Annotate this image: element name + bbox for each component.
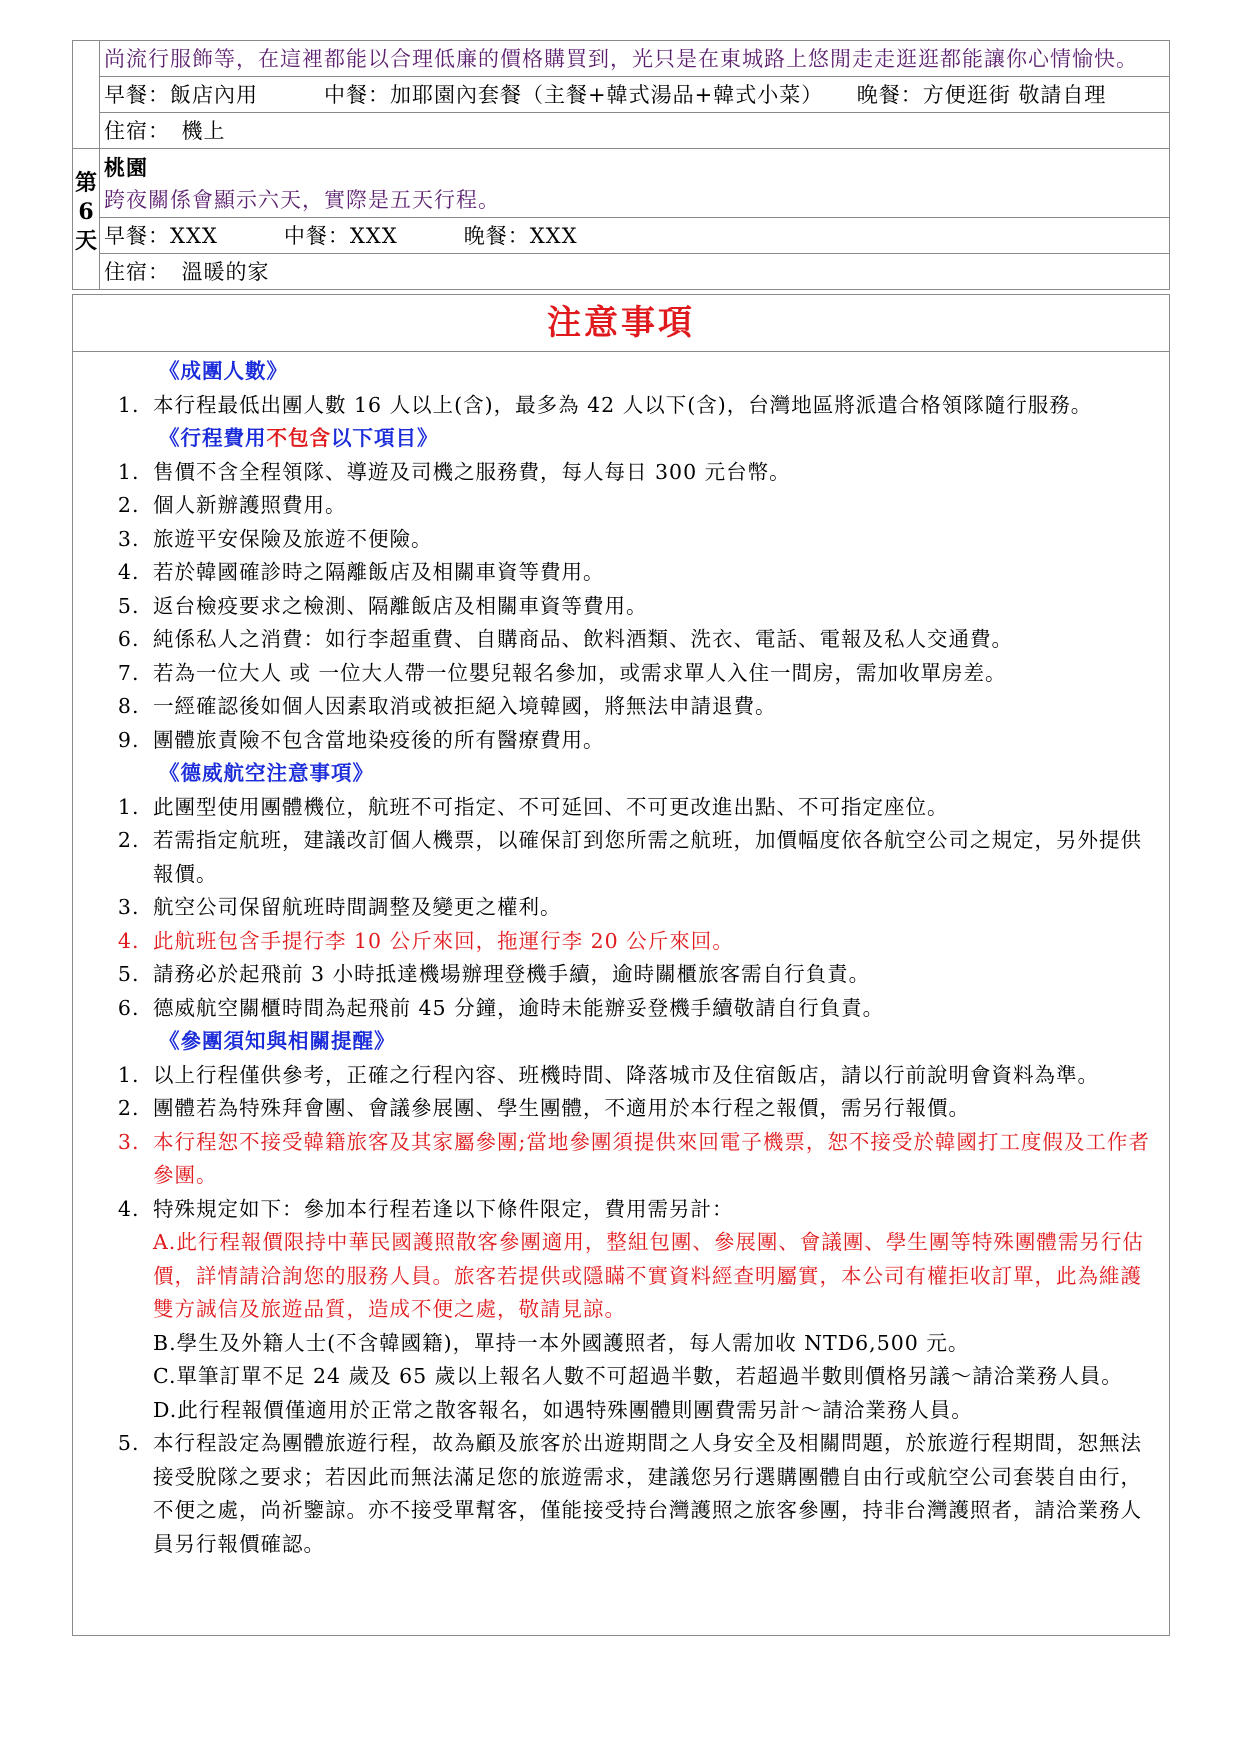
special-rule-b: B.學生及外籍人士(不含韓國籍)，單持一本外國護照者，每人需加收 NTD6,500 元。 (153, 1330, 970, 1355)
notes-title: 注意事項 (547, 303, 695, 343)
list-item: 1. 此團型使用團體機位，航班不可指定、不可延回、不可更改進出點、不可指定座位。 (147, 791, 1159, 825)
reminders-heading: 《參團須知與相關提醒》 (159, 1029, 396, 1053)
special-rules-intro: 4. 特殊規定如下：參加本行程若逢以下條件限定，費用需另計： (153, 1196, 734, 1221)
day-6-city: 桃園 (104, 155, 148, 180)
excluded-costs-heading: 《行程費用不包含以下項目》 (159, 426, 439, 450)
list-item: 1. 以上行程僅供參考，正確之行程內容、班機時間、降落城市及住宿飯店，請以行前說明會資料為準。 (147, 1059, 1159, 1093)
list-item: 2. 團體若為特殊拜會團、會議參展團、學生團體，不適用於本行程之報價，需另行報價。 (147, 1092, 1159, 1126)
list-item-highlight: 4. 此航班包含手提行李 10 公斤來回，拖運行李 20 公斤來回。 (147, 925, 1159, 959)
day-6-note: 跨夜關係會顯示六天，實際是五天行程。 (104, 188, 500, 212)
list-item: 8. 一經確認後如個人因素取消或被拒絕入境韓國，將無法申請退費。 (147, 690, 1159, 724)
prev-day-meals: 早餐：飯店內用 中餐：加耶園內套餐（主餐+韓式湯品+韓式小菜） 晚餐：方便逛街 敬請自理 (100, 77, 1170, 113)
list-item: 2. 個人新辦護照費用。 (147, 489, 1159, 523)
special-rule-a: A.此行程報價限持中華民國護照散客參團適用，整組包團、參展團、會議團、學生團等特殊團體需另行估價，詳情請洽詢您的服務人員。旅客若提供或隱瞞不實資料經查明屬實，本公司有權拒收訂單，此為維護雙方誠信及旅遊品質，造成不便之處，敬請見諒。 (153, 1230, 1144, 1321)
document-page (72, 40, 1170, 1636)
list-item: 7. 若為一位大人 或 一位大人帶一位嬰兒報名參加，或需求單人入住一間房，需加收單房差。 (147, 657, 1159, 691)
list-item: 5. 請務必於起飛前 3 小時抵達機場辦理登機手續，逾時關櫃旅客需自行負責。 (147, 958, 1159, 992)
list-item: 3. 旅遊平安保險及旅遊不便險。 (147, 523, 1159, 557)
list-item: 2. 若需指定航班，建議改訂個人機票，以確保訂到您所需之航班，加價幅度依各航空公司之規定，另外提供報價。 (147, 824, 1159, 891)
list-item (147, 1193, 1159, 1428)
day-6-label-cell (73, 149, 100, 290)
list-item: 3. 航空公司保留航班時間調整及變更之權利。 (147, 891, 1159, 925)
day-6-hotel: 住宿： 溫暖的家 (100, 254, 1170, 290)
group-size-heading: 《成團人數》 (159, 359, 288, 383)
day-6-meals: 早餐：XXX 中餐：XXX 晚餐：XXX (100, 218, 1170, 254)
list-item: 4. 若於韓國確診時之隔離飯店及相關車資等費用。 (147, 556, 1159, 590)
itinerary-table (72, 40, 1170, 290)
list-item: 6. 德威航空關櫃時間為起飛前 45 分鐘，逾時未能辦妥登機手續敬請自行負責。 (147, 992, 1159, 1026)
prev-day-hotel: 住宿： 機上 (100, 113, 1170, 149)
list-item: 9. 團體旅責險不包含當地染疫後的所有醫療費用。 (147, 724, 1159, 758)
special-rule-d: D.此行程報價僅適用於正常之散客報名，如遇特殊團體則團費需另計～請洽業務人員。 (153, 1397, 973, 1422)
airline-notes-list (103, 791, 1159, 1026)
list-item: 5. 本行程設定為團體旅遊行程，故為顧及旅客於出遊期間之人身安全及相關問題，於旅遊行程期間，恕無法接受脫隊之要求；若因此而無法滿足您的旅遊需求，建議您另行選購團體自由行或航空公司套裝自由行，不便之處，尚祈鑒諒。亦不接受單幫客，僅能接受持台灣護照之旅客參團，持非台灣護照者，請洽業務人員另行報價確認。 (147, 1427, 1159, 1561)
notes-section (72, 294, 1170, 1636)
special-rule-c: C.單筆訂單不足 24 歲及 65 歲以上報名人數不可超過半數，若超過半數則價格另議～請洽業務人員。 (153, 1364, 1123, 1388)
notes-content (73, 352, 1169, 1561)
list-item: 1. 本行程最低出團人數 16 人以上(含)，最多為 42 人以下(含)，台灣地區將派遣合格領隊隨行服務。 (147, 389, 1159, 423)
day-6-route (100, 149, 1170, 218)
list-item-highlight: 3. 本行程恕不接受韓籍旅客及其家屬參團;當地參團須提供來回電子機票，恕不接受於韓國打工度假及工作者參團。 (147, 1126, 1159, 1193)
group-size-list (103, 389, 1159, 423)
list-item: 5. 返台檢疫要求之檢測、隔離飯店及相關車資等費用。 (147, 590, 1159, 624)
prev-day-description: 尚流行服飾等，在這裡都能以合理低廉的價格購買到，光只是在東城路上悠閒走走逛逛都能讓你心情愉快。 (100, 41, 1170, 77)
notes-title-bar (73, 295, 1169, 352)
day-6-label: 第 6 天 (74, 170, 97, 254)
day-column-prev (73, 41, 100, 149)
airline-notes-heading: 《德威航空注意事項》 (159, 761, 374, 785)
list-item: 6. 純係私人之消費：如行李超重費、自購商品、飲料酒類、洗衣、電話、電報及私人交通費。 (147, 623, 1159, 657)
list-item: 1. 售價不含全程領隊、導遊及司機之服務費，每人每日 300 元台幣。 (147, 456, 1159, 490)
excluded-costs-list (103, 456, 1159, 758)
reminders-list (103, 1059, 1159, 1562)
